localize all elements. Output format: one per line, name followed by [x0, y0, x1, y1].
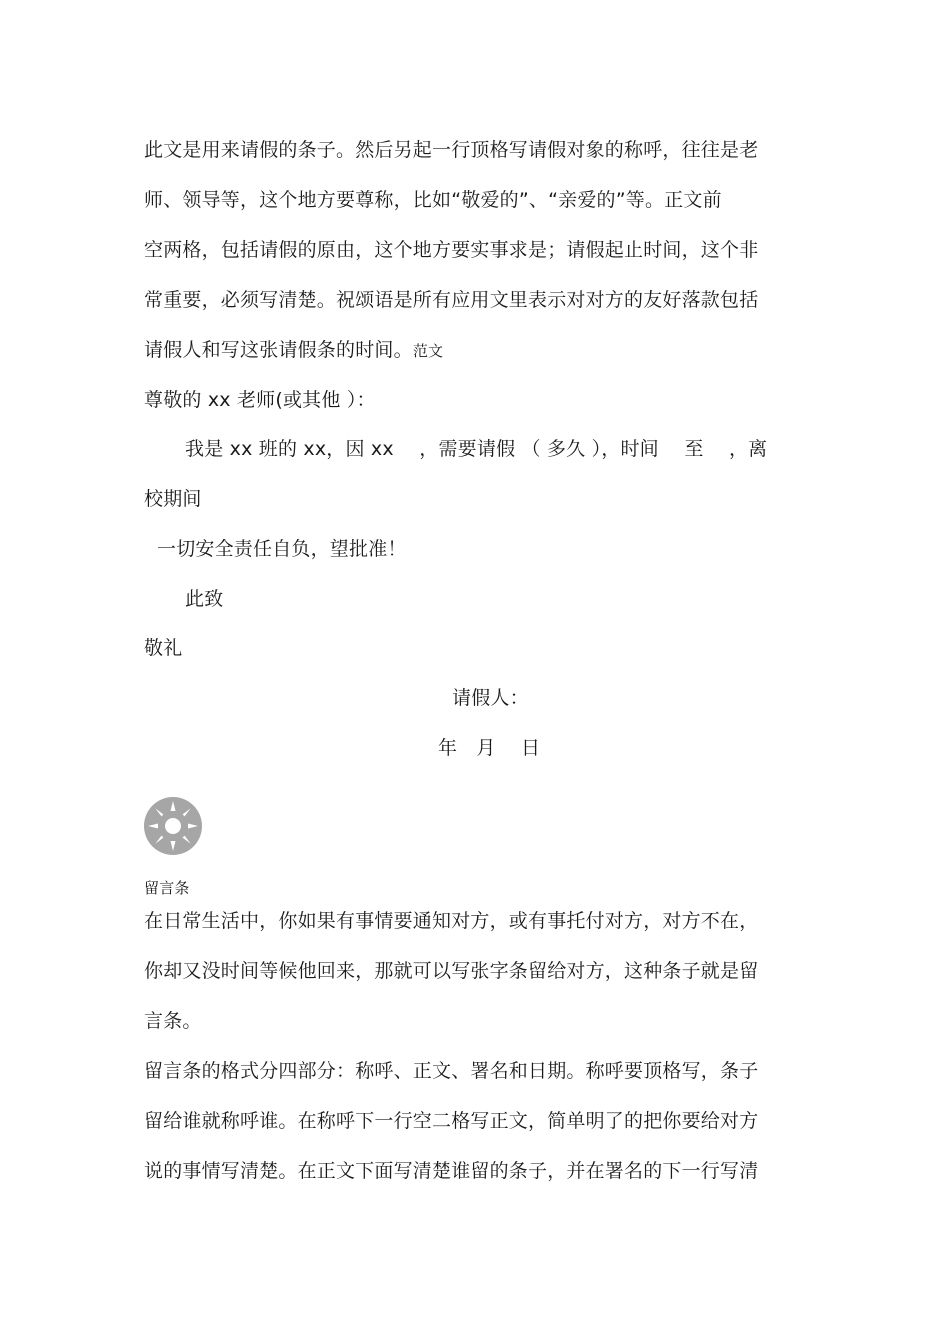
letter-signature: 请假人： [452, 687, 529, 709]
note-p2-line-3: 说的事情写清楚。在正文下面写清楚谁留的条子，并在署名的下一行写清 [144, 1160, 759, 1182]
letter-closing-2: 敬礼 [144, 637, 183, 659]
note-title: 留言条 [144, 879, 190, 897]
intro-line-3: 空两格，包括请假的原由，这个地方要实事求是；请假起止时间，这个非 [144, 239, 759, 261]
letter-salutation: 尊敬的 xx 老师(或其他 ）： [144, 389, 376, 411]
note-p1-line-2: 你却又没时间等候他回来，那就可以写张字条留给对方，这种条子就是留 [144, 960, 759, 982]
letter-date: 年 月 日 [438, 737, 541, 759]
sun-icon [143, 796, 203, 856]
note-p2-line-2: 留给谁就称呼谁。在称呼下一行空二格写正文，简单明了的把你要给对方 [144, 1110, 759, 1132]
letter-body-line-2: 校期间 [144, 488, 202, 510]
intro-line-5 [144, 337, 443, 364]
intro-line-4: 常重要，必须写清楚。祝颂语是所有应用文里表示对对方的友好落款包括 [144, 289, 759, 311]
letter-responsibility: 一切安全责任自负，望批准！ [157, 538, 407, 560]
note-p2-line-1: 留言条的格式分四部分：称呼、正文、署名和日期。称呼要顶格写，条子 [144, 1060, 759, 1082]
intro-line-5-text: 请假人和写这张请假条的时间。 [144, 339, 413, 361]
intro-line-2: 师、领导等，这个地方要尊称，比如“敬爱的”、“亲爱的”等。正文前 [144, 189, 722, 211]
sample-label: 范文 [412, 342, 444, 360]
note-p1-line-1: 在日常生活中，你如果有事情要通知对方，或有事托付对方，对方不在， [144, 910, 759, 932]
letter-body-line-1: 我是 xx 班的 xx，因 xx ，需要请假 （ 多久 ），时间 至 ，离 [185, 438, 768, 460]
note-p1-line-3: 言条。 [144, 1010, 202, 1032]
intro-line-1: 此文是用来请假的条子。然后另起一行顶格写请假对象的称呼，往往是老 [144, 139, 759, 161]
letter-closing-1: 此致 [185, 588, 224, 610]
